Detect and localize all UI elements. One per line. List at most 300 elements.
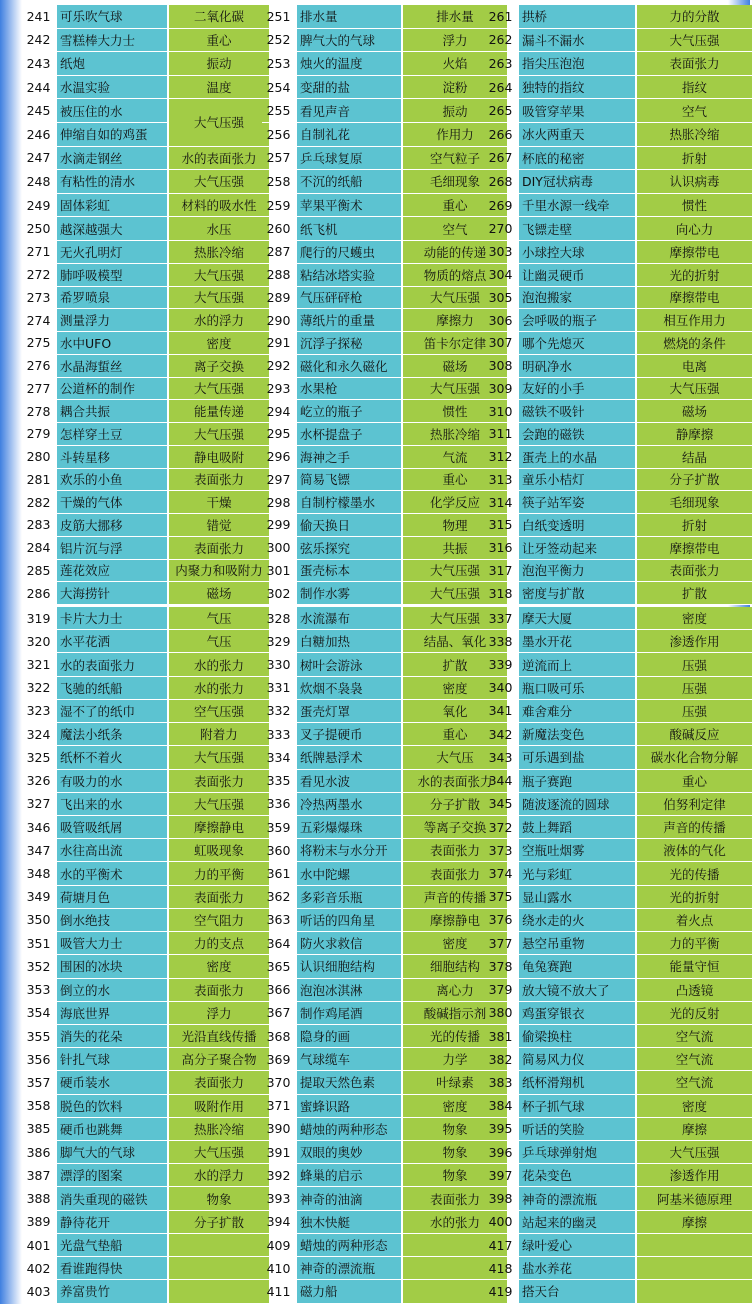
- experiment-name: 湿不了的纸巾: [57, 700, 169, 723]
- table-row: [484, 309, 752, 332]
- principle: 浮力: [169, 1002, 269, 1025]
- table-row: [484, 723, 752, 746]
- principle: 空气粒子: [403, 147, 507, 171]
- table-row: [22, 746, 269, 769]
- row-number: 285: [22, 560, 57, 583]
- experiment-name: 墨水开花: [519, 630, 637, 653]
- table-row: [22, 582, 269, 605]
- row-number: 282: [22, 491, 57, 514]
- experiment-name: 水中UFO: [57, 332, 169, 355]
- table-row: [262, 1280, 507, 1303]
- table-row: [484, 770, 752, 793]
- principle: 毛细现象: [637, 491, 752, 514]
- row-number: 371: [262, 1095, 297, 1118]
- experiment-name: 哪个先熄灭: [519, 332, 637, 355]
- experiment-name: 杯子抓气球: [519, 1095, 637, 1118]
- principle: 物象: [403, 1118, 507, 1141]
- table-row: [484, 607, 752, 630]
- principle: 能量传递: [169, 400, 269, 423]
- table-row: [262, 700, 507, 723]
- experiment-name: 硬币也跳舞: [57, 1118, 169, 1141]
- table-row: [262, 1234, 507, 1257]
- experiment-name: 五彩爆爆珠: [297, 816, 403, 839]
- experiment-name: 魔法小纸条: [57, 723, 169, 746]
- table-row: [22, 378, 269, 401]
- principle: 大气压强: [637, 378, 752, 401]
- table-row: [484, 1118, 752, 1141]
- row-number: 260: [262, 217, 297, 241]
- experiment-name: 海神之手: [297, 446, 403, 469]
- row-number: 398: [484, 1187, 519, 1210]
- experiment-name: 围困的冰块: [57, 955, 169, 978]
- row-number: 392: [262, 1164, 297, 1187]
- row-number: 337: [484, 607, 519, 630]
- principle: 力的平衡: [637, 932, 752, 955]
- experiment-name: 纸炮: [57, 52, 169, 76]
- row-number: 250: [22, 217, 57, 241]
- experiment-name: 防火求救信: [297, 932, 403, 955]
- row-number: 360: [262, 839, 297, 862]
- principle: 力的平衡: [169, 862, 269, 885]
- table-column-2: [262, 5, 507, 241]
- principle: 液体的气化: [637, 839, 752, 862]
- experiment-name: 纸杯不着火: [57, 746, 169, 769]
- principle: [637, 1257, 752, 1280]
- table-row: [262, 514, 507, 537]
- experiment-name: 会跑的磁铁: [519, 423, 637, 446]
- table-row: [484, 287, 752, 310]
- table-row: [22, 607, 269, 630]
- principle: 磁场: [169, 582, 269, 605]
- experiment-name: 屹立的瓶子: [297, 400, 403, 423]
- row-number: 395: [484, 1118, 519, 1141]
- table-row: [22, 1187, 269, 1210]
- principle: 重心: [169, 29, 269, 53]
- row-number: 402: [22, 1257, 57, 1280]
- table-row: [484, 514, 752, 537]
- table-row: [22, 287, 269, 310]
- experiment-name: 大海捞针: [57, 582, 169, 605]
- row-number: 293: [262, 378, 297, 401]
- table-row: [484, 932, 752, 955]
- principle: 磁场: [403, 355, 507, 378]
- row-number: 256: [262, 123, 297, 147]
- table-row: [484, 423, 752, 446]
- principle: 排水量: [403, 5, 507, 29]
- row-number: 336: [262, 793, 297, 816]
- table-row: [484, 1071, 752, 1094]
- experiment-name: 烛火的温度: [297, 52, 403, 76]
- table-row: [22, 1118, 269, 1141]
- principle: 热胀冷缩: [169, 1118, 269, 1141]
- table-row: [262, 909, 507, 932]
- row-number: 262: [484, 29, 519, 53]
- experiment-name: 冷热两墨水: [297, 793, 403, 816]
- experiment-name: 斗转星移: [57, 446, 169, 469]
- principle: 光的传播: [403, 1025, 507, 1048]
- table-row: [22, 1280, 269, 1303]
- table-row: [22, 147, 269, 171]
- principle: 空气: [637, 99, 752, 123]
- table-row: [262, 332, 507, 355]
- principle: 大气压强: [403, 582, 507, 605]
- experiment-name: 脾气大的气球: [297, 29, 403, 53]
- principle: 离子交换: [169, 355, 269, 378]
- row-number: 350: [22, 909, 57, 932]
- table-row: [262, 653, 507, 676]
- experiment-name: 气球缆车: [297, 1048, 403, 1071]
- experiment-name: 无火孔明灯: [57, 241, 169, 264]
- row-number: 246: [22, 123, 57, 147]
- row-number: 378: [484, 955, 519, 978]
- row-number: 308: [484, 355, 519, 378]
- table-row: [22, 123, 169, 147]
- row-number: 301: [262, 560, 297, 583]
- experiment-name: 飞出来的水: [57, 793, 169, 816]
- experiment-name: 光与彩虹: [519, 862, 637, 885]
- row-number: 349: [22, 886, 57, 909]
- principle: 摩擦: [637, 1118, 752, 1141]
- experiment-name: 越深越强大: [57, 217, 169, 241]
- row-number: 268: [484, 170, 519, 194]
- table-row: [262, 630, 507, 653]
- principle: 等离子交换: [403, 816, 507, 839]
- row-number: 403: [22, 1280, 57, 1303]
- experiment-name: 瓶子赛跑: [519, 770, 637, 793]
- principle: 燃烧的条件: [637, 332, 752, 355]
- experiment-name: 花朵变色: [519, 1164, 637, 1187]
- table-section-3: [22, 607, 739, 1304]
- principle: 表面张力: [637, 560, 752, 583]
- principle: 离心力: [403, 979, 507, 1002]
- table-row: [484, 1025, 752, 1048]
- row-number: 243: [22, 52, 57, 76]
- row-number: 372: [484, 816, 519, 839]
- principle: 物质的熔点: [403, 264, 507, 287]
- experiment-name: 童乐小桔灯: [519, 469, 637, 492]
- row-number: 322: [22, 677, 57, 700]
- experiment-name: 筷子站军姿: [519, 491, 637, 514]
- row-number: 244: [22, 76, 57, 100]
- experiment-name: 水晶海蜇丝: [57, 355, 169, 378]
- principle: 热胀冷缩: [169, 241, 269, 264]
- table-row: [484, 147, 752, 171]
- experiment-name: 铝片沉与浮: [57, 537, 169, 560]
- row-number: 364: [262, 932, 297, 955]
- table-row: [22, 514, 269, 537]
- table-row: [484, 979, 752, 1002]
- principle: 密度: [169, 955, 269, 978]
- experiment-name: 友好的小手: [519, 378, 637, 401]
- table-row: [22, 770, 269, 793]
- table-row: [262, 1048, 507, 1071]
- table-row: [22, 886, 269, 909]
- principle: 光沿直线传播: [169, 1025, 269, 1048]
- table-section-1: [22, 5, 728, 241]
- row-number: 332: [262, 700, 297, 723]
- experiment-name: 随波逐流的圆球: [519, 793, 637, 816]
- experiment-name: 盐水养花: [519, 1257, 637, 1280]
- table-row: [484, 170, 752, 194]
- row-number: 388: [22, 1187, 57, 1210]
- principle: 力的支点: [169, 932, 269, 955]
- experiment-name: 倒立的水: [57, 979, 169, 1002]
- principle: [169, 1234, 269, 1257]
- principle: 重心: [403, 194, 507, 218]
- row-number: 271: [22, 241, 57, 264]
- table-row: [484, 378, 752, 401]
- experiment-name: 吸管大力士: [57, 932, 169, 955]
- experiment-name: DIY冠状病毒: [519, 170, 637, 194]
- principle: 声音的传播: [403, 886, 507, 909]
- table-row: [22, 979, 269, 1002]
- row-number: 344: [484, 770, 519, 793]
- table-row: [484, 194, 752, 218]
- principle: 水的表面张力: [169, 147, 269, 171]
- row-number: 317: [484, 560, 519, 583]
- row-number: 400: [484, 1211, 519, 1234]
- table-row: [22, 677, 269, 700]
- row-number: 347: [22, 839, 57, 862]
- row-number: 418: [484, 1257, 519, 1280]
- experiment-name: 消失的花朵: [57, 1025, 169, 1048]
- table-row: [262, 423, 507, 446]
- principle: 大气压强: [169, 378, 269, 401]
- experiment-name: 制作水雾: [297, 582, 403, 605]
- row-number: 241: [22, 5, 57, 29]
- principle: 吸附作用: [169, 1095, 269, 1118]
- table-row: [22, 537, 269, 560]
- principle: 温度: [169, 76, 269, 100]
- experiment-name: 飞镖走壁: [519, 217, 637, 241]
- row-number: 265: [484, 99, 519, 123]
- experiment-name: 磁化和永久磁化: [297, 355, 403, 378]
- row-number: 369: [262, 1048, 297, 1071]
- principle: 惯性: [637, 194, 752, 218]
- row-number: 353: [22, 979, 57, 1002]
- row-number: 358: [22, 1095, 57, 1118]
- principle: 分子扩散: [403, 793, 507, 816]
- table-row: [484, 862, 752, 885]
- row-number: 294: [262, 400, 297, 423]
- row-number: 391: [262, 1141, 297, 1164]
- experiment-name: 小球控大球: [519, 241, 637, 264]
- table-row: [484, 677, 752, 700]
- experiment-name: 固体彩虹: [57, 194, 169, 218]
- principle: 大气压强: [637, 29, 752, 53]
- principle: 渗透作用: [637, 1164, 752, 1187]
- table-row: [262, 52, 507, 76]
- experiment-name: 肺呼吸模型: [57, 264, 169, 287]
- principle: 渗透作用: [637, 630, 752, 653]
- principle: 声音的传播: [637, 816, 752, 839]
- experiment-name: 鸡蛋穿银衣: [519, 1002, 637, 1025]
- row-number: 370: [262, 1071, 297, 1094]
- table-row: [22, 264, 269, 287]
- principle: [169, 1257, 269, 1280]
- experiment-name: 龟兔赛跑: [519, 955, 637, 978]
- row-number: 280: [22, 446, 57, 469]
- principle: 物象: [403, 1141, 507, 1164]
- row-number: 242: [22, 29, 57, 53]
- experiment-name: 密度与扩散: [519, 582, 637, 605]
- row-number: 311: [484, 423, 519, 446]
- experiment-name: 养富贵竹: [57, 1280, 169, 1303]
- table-row: [22, 446, 269, 469]
- principle: 水压: [169, 217, 269, 241]
- experiment-name: 简易飞镖: [297, 469, 403, 492]
- table-section-2: [22, 241, 728, 605]
- table-row: [484, 400, 752, 423]
- row-number: 273: [22, 287, 57, 310]
- experiment-name: 水往高出流: [57, 839, 169, 862]
- row-number: 352: [22, 955, 57, 978]
- row-number: 299: [262, 514, 297, 537]
- principle: 相互作用力: [637, 309, 752, 332]
- principle: 大气压强: [169, 746, 269, 769]
- experiment-name: 漂浮的图案: [57, 1164, 169, 1187]
- experiment-name: 搭天台: [519, 1280, 637, 1303]
- table-row: [22, 332, 269, 355]
- experiment-name: 简易风力仪: [519, 1048, 637, 1071]
- row-number: 361: [262, 862, 297, 885]
- experiment-name: 沉浮子探秘: [297, 332, 403, 355]
- experiment-name: 水温实验: [57, 76, 169, 100]
- principle: 气压: [169, 630, 269, 653]
- table-row: [262, 932, 507, 955]
- experiment-name: 纸杯滑翔机: [519, 1071, 637, 1094]
- table-column-2: [262, 607, 507, 1304]
- principle: 密度: [403, 677, 507, 700]
- table-row: [484, 1257, 752, 1280]
- table-row: [22, 491, 269, 514]
- principle: 淀粉: [403, 76, 507, 100]
- principle: 干燥: [169, 491, 269, 514]
- row-number: 310: [484, 400, 519, 423]
- table-row: [262, 723, 507, 746]
- experiment-name: 有吸力的水: [57, 770, 169, 793]
- row-number: 276: [22, 355, 57, 378]
- table-row: [262, 170, 507, 194]
- experiment-name: 磁力船: [297, 1280, 403, 1303]
- experiment-name: 独特的指纹: [519, 76, 637, 100]
- row-number: 277: [22, 378, 57, 401]
- table-column-1: [22, 607, 269, 1304]
- experiment-name: 光盘气垫船: [57, 1234, 169, 1257]
- row-number: 411: [262, 1280, 297, 1303]
- table-row: [262, 1164, 507, 1187]
- row-number: 366: [262, 979, 297, 1002]
- row-number: 284: [22, 537, 57, 560]
- table-row: [484, 839, 752, 862]
- row-number: 381: [484, 1025, 519, 1048]
- table-row: [22, 1164, 269, 1187]
- table-row: [22, 630, 269, 653]
- experiment-name: 水中陀螺: [297, 862, 403, 885]
- table-row: [262, 1095, 507, 1118]
- experiment-name: 水果枪: [297, 378, 403, 401]
- experiment-name: 双眼的奥妙: [297, 1141, 403, 1164]
- row-number: 245: [22, 99, 57, 123]
- table-row: [262, 76, 507, 100]
- table-row: [22, 1234, 269, 1257]
- row-number: 377: [484, 932, 519, 955]
- row-number: 291: [262, 332, 297, 355]
- principle: 力的分散: [637, 5, 752, 29]
- table-row: [22, 909, 269, 932]
- experiment-name: 泡泡搬家: [519, 287, 637, 310]
- principle: 酸碱反应: [637, 723, 752, 746]
- row-number: 368: [262, 1025, 297, 1048]
- experiment-name: 乒乓球复原: [297, 147, 403, 171]
- table-row: [484, 99, 752, 123]
- principle: 表面张力: [403, 839, 507, 862]
- principle: 毛细现象: [403, 170, 507, 194]
- principle: 浮力: [403, 29, 507, 53]
- table-row: [484, 1211, 752, 1234]
- principle: 磁场: [637, 400, 752, 423]
- row-number: 312: [484, 446, 519, 469]
- table-row: [484, 537, 752, 560]
- principle: 摩擦静电: [169, 816, 269, 839]
- principle: 细胞结构: [403, 955, 507, 978]
- row-number: 254: [262, 76, 297, 100]
- row-number: 326: [22, 770, 57, 793]
- experiment-name: 蜜蜂识路: [297, 1095, 403, 1118]
- experiment-name: 有粘性的清水: [57, 170, 169, 194]
- row-number: 267: [484, 147, 519, 171]
- table-row: [22, 1002, 269, 1025]
- table-row: [262, 1118, 507, 1141]
- table-row: [484, 1048, 752, 1071]
- row-number: 324: [22, 723, 57, 746]
- table-row: [484, 123, 752, 147]
- experiment-name: 泡泡平衡力: [519, 560, 637, 583]
- table-column-1: [22, 5, 269, 241]
- principle: 水的浮力: [169, 309, 269, 332]
- table-row: [484, 1187, 752, 1210]
- experiment-name: 不沉的纸船: [297, 170, 403, 194]
- principle: 向心力: [637, 217, 752, 241]
- experiment-name: 鼓上舞蹈: [519, 816, 637, 839]
- row-number: 255: [262, 99, 297, 123]
- principle: 压强: [637, 700, 752, 723]
- row-number: 303: [484, 241, 519, 264]
- principle: 大气压强: [403, 378, 507, 401]
- row-number: 342: [484, 723, 519, 746]
- table-row: [484, 5, 752, 29]
- row-number: 357: [22, 1071, 57, 1094]
- row-number: 375: [484, 886, 519, 909]
- table-row: [484, 886, 752, 909]
- principle: 分子扩散: [637, 469, 752, 492]
- principle: 大气压强: [403, 607, 507, 630]
- table-row: [22, 423, 269, 446]
- principle: 指纹: [637, 76, 752, 100]
- experiment-name: 绕水走的火: [519, 909, 637, 932]
- table-row: [262, 1211, 507, 1234]
- table-row: [22, 99, 169, 123]
- principle: 折射: [637, 147, 752, 171]
- principle: 氧化: [403, 700, 507, 723]
- experiment-name: 吸管穿苹果: [519, 99, 637, 123]
- principle: 着火点: [637, 909, 752, 932]
- table-row: [262, 1071, 507, 1094]
- row-number: 386: [22, 1141, 57, 1164]
- experiment-name: 耦合共振: [57, 400, 169, 423]
- row-number: 410: [262, 1257, 297, 1280]
- experiment-name: 蜂巢的启示: [297, 1164, 403, 1187]
